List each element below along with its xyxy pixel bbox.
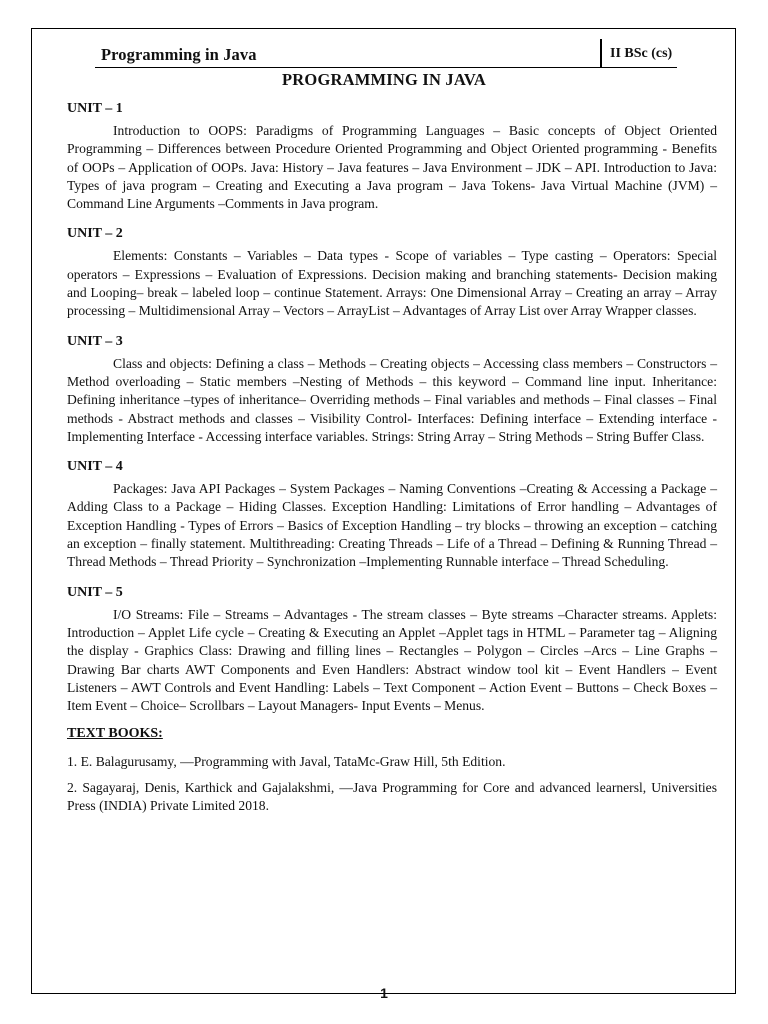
unit-section-5 [67, 582, 717, 716]
unit-heading: UNIT – 2 [67, 226, 123, 242]
text-books-heading: TEXT BOOKS: [67, 726, 163, 742]
header-divider [600, 39, 602, 67]
text-book-item: 1. E. Balagurusamy, ―Programming with Javal, TataMc-Graw Hill, 5th Edition. [67, 754, 506, 770]
unit-section-2 [67, 223, 717, 320]
unit-heading: UNIT – 3 [67, 333, 123, 349]
header-class-label: II BSc (cs) [610, 46, 673, 61]
unit-heading: UNIT – 1 [67, 101, 123, 116]
unit-body: I/O Streams: File – Streams – Advantages - The stream classes – Byte streams –Character streams. Applets: Introduction – Applet Life cycle – Creating & Executing an Applet –Applet tags in HTML – Parameter tag – Aligning the display - Graphics Class: Drawing and filling lines – Rectangles – Polygon – Circles –Arcs – Line Graphs – Drawing Bar charts AWT Components and Even Handlers: Abstract window tool kit – Event Handlers – Event Listeners – AWT Controls and Event Handling: Labels – Text Component – Action Event – Buttons – Check Boxes – Item Event – Choice– Scrollbars – Layout Managers- Input Events – Menus. [67, 606, 717, 714]
header-title: Programming in Java [101, 45, 257, 64]
syllabus-content [67, 98, 717, 822]
unit-section-3 [67, 331, 717, 446]
unit-body: Introduction to OOPS: Paradigms of Programming Languages – Basic concepts of Object Oriented Programming – Differences between Procedure Oriented Programming and Object Oriented programming - Benefits of OOPs – Application of OOPs. Java: History – Java features – Java Environment – JDK – API. Introduction to Java: Types of java program – Creating and Executing a Java program – Java Tokens- Java Virtual Machine (JVM) – Command Line Arguments –Comments in Java program. [67, 123, 717, 212]
page-number: 1 [380, 985, 388, 1001]
header-rule [95, 67, 677, 68]
unit-body: Packages: Java API Packages – System Packages – Naming Conventions –Creating & Accessing a Package – Adding Class to a Package – Hiding Classes. Exception Handling: Limitations of Error handling – Advantages of Exception Handling - Types of Errors – Basics of Exception Handling – try blocks – throwing an exception – catching an exception – finally statement. Multithreading: Creating Threads – Life of a Thread – Defining & Running Thread – Thread Methods – Thread Priority – Synchronization –Implementing Runnable interface – Thread Scheduling. [67, 481, 717, 570]
unit-body: Elements: Constants – Variables – Data types - Scope of variables – Type casting – Operators: Special operators – Expressions – Evaluation of Expressions. Decision making and branching statements- Decision making and Looping– break – labeled loop – continue Statement. Arrays: One Dimensional Array – Creating an array – Array processing – Multidimensional Array – Vectors – ArrayList – Advantages of Array List over Array Wrapper classes. [67, 248, 717, 319]
unit-section-1 [67, 98, 717, 213]
unit-heading: UNIT – 4 [67, 459, 123, 475]
text-books-section [67, 725, 717, 815]
page-title: PROGRAMMING IN JAVA [282, 70, 486, 89]
text-book-item: 2. Sagayaraj, Denis, Karthick and Gajalakshmi, ―Java Programming for Core and advanced learnersl, Universities Press (INDIA) Private Limited 2018. [67, 779, 717, 814]
unit-section-4 [67, 456, 717, 571]
unit-heading: UNIT – 5 [67, 584, 123, 600]
unit-body: Class and objects: Defining a class – Methods – Creating objects – Accessing class members – Constructors – Method overloading – Static members –Nesting of Methods – this keyword – Command line input. Inheritance: Defining inheritance –types of inheritance– Overriding methods – Final variables and methods – Final classes – Final methods - Abstract methods and classes – Visibility Control- Interfaces: Defining interface – Extending interface - Implementing Interface - Accessing interface variables. Strings: String Array – String Methods – String Buffer Class. [67, 355, 717, 444]
